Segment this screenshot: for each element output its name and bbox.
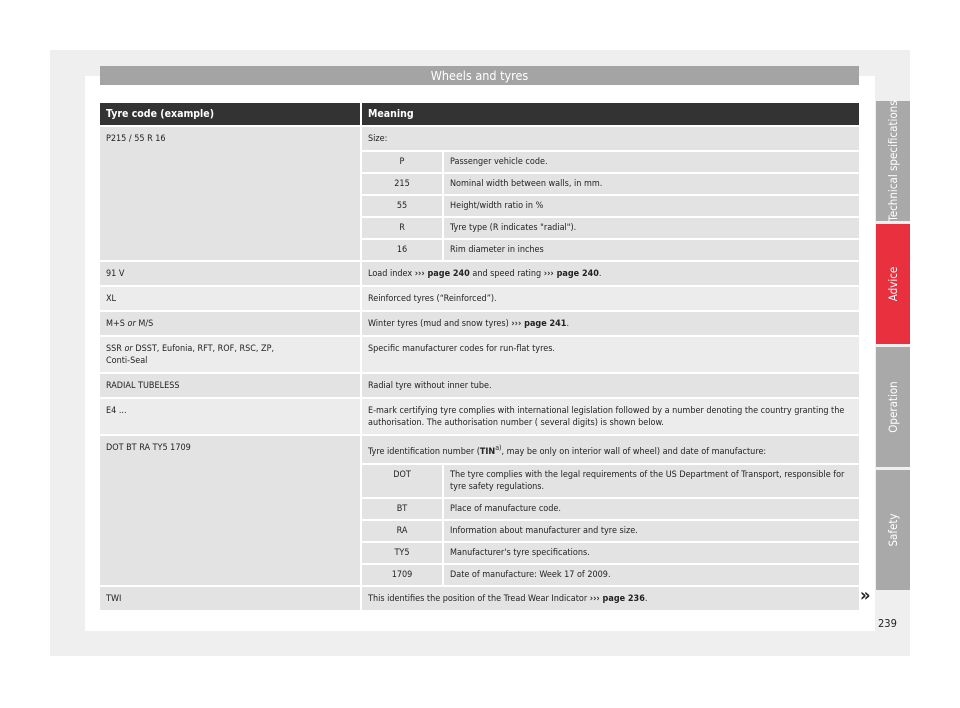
- meaning-text: , may be only on interior wall of wheel) and date of manufacture:: [501, 447, 767, 457]
- sub-meaning: Height/width ratio in %: [444, 196, 859, 216]
- sub-code: P: [362, 152, 444, 172]
- tyre-code-cell: [100, 127, 362, 260]
- meaning-cell: Size:: [362, 127, 859, 150]
- table-row: [100, 262, 859, 285]
- code-text: DSST, Eufonia, RFT, ROF, RSC, ZP,: [132, 344, 275, 354]
- table-row: [100, 287, 859, 310]
- tyre-code: P215 / 55 R 16: [106, 134, 166, 144]
- table-row: [100, 312, 859, 335]
- sub-code: RA: [362, 521, 444, 541]
- sub-code: R: [362, 218, 444, 238]
- tin-breakdown-table: [362, 465, 859, 585]
- tin-label: TIN: [479, 447, 496, 457]
- continue-arrow-icon: »: [860, 585, 871, 606]
- tab-technical-specifications[interactable]: [876, 101, 910, 221]
- tyre-code-cell: [100, 436, 362, 585]
- sub-code: 1709: [362, 565, 444, 585]
- tab-operation[interactable]: [876, 347, 910, 467]
- column-header-meaning: Meaning: [362, 103, 859, 125]
- sub-meaning: Place of manufacture code.: [444, 499, 859, 519]
- sub-code: DOT: [362, 465, 444, 497]
- tyre-code: [100, 337, 362, 372]
- page-number: 239: [878, 617, 897, 630]
- tyre-code: [100, 312, 362, 335]
- sub-meaning: Date of manufacture: Week 17 of 2009.: [444, 565, 859, 585]
- sub-meaning: Information about manufacturer and tyre size.: [444, 521, 859, 541]
- code-text: M/S: [135, 319, 154, 329]
- meaning-cell: E-mark certifying tyre complies with international legislation followed by a number denoting the country granting the authorisation. The authorisation number ( several digits) is shown below.: [362, 399, 859, 434]
- sub-table-cell: [362, 465, 859, 585]
- page-link[interactable]: ››› page 240: [414, 269, 470, 279]
- sub-meaning: The tyre complies with the legal requirements of the US Department of Transport, responsible for tyre safety regulations.: [444, 465, 859, 497]
- code-or: or: [127, 319, 136, 329]
- tab-advice[interactable]: [876, 224, 910, 344]
- sub-meaning: Nominal width between walls, in mm.: [444, 174, 859, 194]
- table-header-row: [100, 103, 859, 125]
- code-text: SSR: [106, 344, 125, 354]
- tab-label: Safety: [886, 513, 900, 547]
- sub-code: BT: [362, 499, 444, 519]
- meaning-cell: [362, 262, 859, 285]
- table-row: [100, 436, 859, 463]
- sub-code: 215: [362, 174, 444, 194]
- column-header-tyre-code: Tyre code (example): [100, 103, 362, 125]
- meaning-cell: Radial tyre without inner tube.: [362, 374, 859, 397]
- meaning-cell: [362, 436, 859, 463]
- tyre-code: XL: [100, 287, 362, 310]
- tyre-code: DOT BT RA TY5 1709: [106, 443, 191, 453]
- tab-label: Advice: [886, 266, 900, 302]
- sub-code: 55: [362, 196, 444, 216]
- tyre-code: TWI: [100, 587, 362, 610]
- meaning-cell: Reinforced tyres (“Reinforced”).: [362, 287, 859, 310]
- sub-code: TY5: [362, 543, 444, 563]
- table-row: [100, 127, 859, 150]
- meaning-text: Load index: [368, 269, 415, 279]
- meaning-cell: [362, 312, 859, 335]
- code-text: M+S: [106, 319, 128, 329]
- meaning-text: Tyre identification number (: [368, 447, 480, 457]
- sub-meaning: Manufacturer's tyre specifications.: [444, 543, 859, 563]
- meaning-cell: Specific manufacturer codes for run-flat tyres.: [362, 337, 859, 372]
- tyre-code: RADIAL TUBELESS: [100, 374, 362, 397]
- sub-table-cell: [362, 152, 859, 260]
- meaning-text: This identifies the position of the Tread Wear Indicator: [368, 594, 590, 604]
- footnote-marker: a): [495, 444, 502, 452]
- page-link[interactable]: ››› page 241: [511, 319, 567, 329]
- table-row: [100, 587, 859, 610]
- sub-meaning: Rim diameter in inches: [444, 240, 859, 260]
- meaning-text: Winter tyres (mud and snow tyres): [368, 319, 512, 329]
- table-row: [100, 399, 859, 434]
- meaning-text: and speed rating: [469, 269, 544, 279]
- tab-label: Operation: [886, 381, 900, 433]
- meaning-text: .: [644, 594, 648, 604]
- sub-meaning: Tyre type (R indicates "radial").: [444, 218, 859, 238]
- tyre-code: E4 ...: [100, 399, 362, 434]
- sub-meaning: Passenger vehicle code.: [444, 152, 859, 172]
- code-text: Conti-Seal: [106, 356, 148, 366]
- tab-label: Technical specifications: [886, 100, 900, 222]
- code-or: or: [124, 344, 133, 354]
- tab-safety[interactable]: [876, 470, 910, 590]
- page-link[interactable]: ››› page 240: [543, 269, 599, 279]
- table-row: [100, 374, 859, 397]
- tyre-code: 91 V: [100, 262, 362, 285]
- table-row: [100, 337, 859, 372]
- tyre-code-table: [100, 101, 859, 612]
- meaning-text: .: [598, 269, 602, 279]
- section-title: Wheels and tyres: [100, 66, 859, 85]
- size-breakdown-table: [362, 152, 859, 260]
- page-link[interactable]: ››› page 236: [589, 594, 645, 604]
- meaning-cell: [362, 587, 859, 610]
- meaning-text: .: [566, 319, 570, 329]
- sub-code: 16: [362, 240, 444, 260]
